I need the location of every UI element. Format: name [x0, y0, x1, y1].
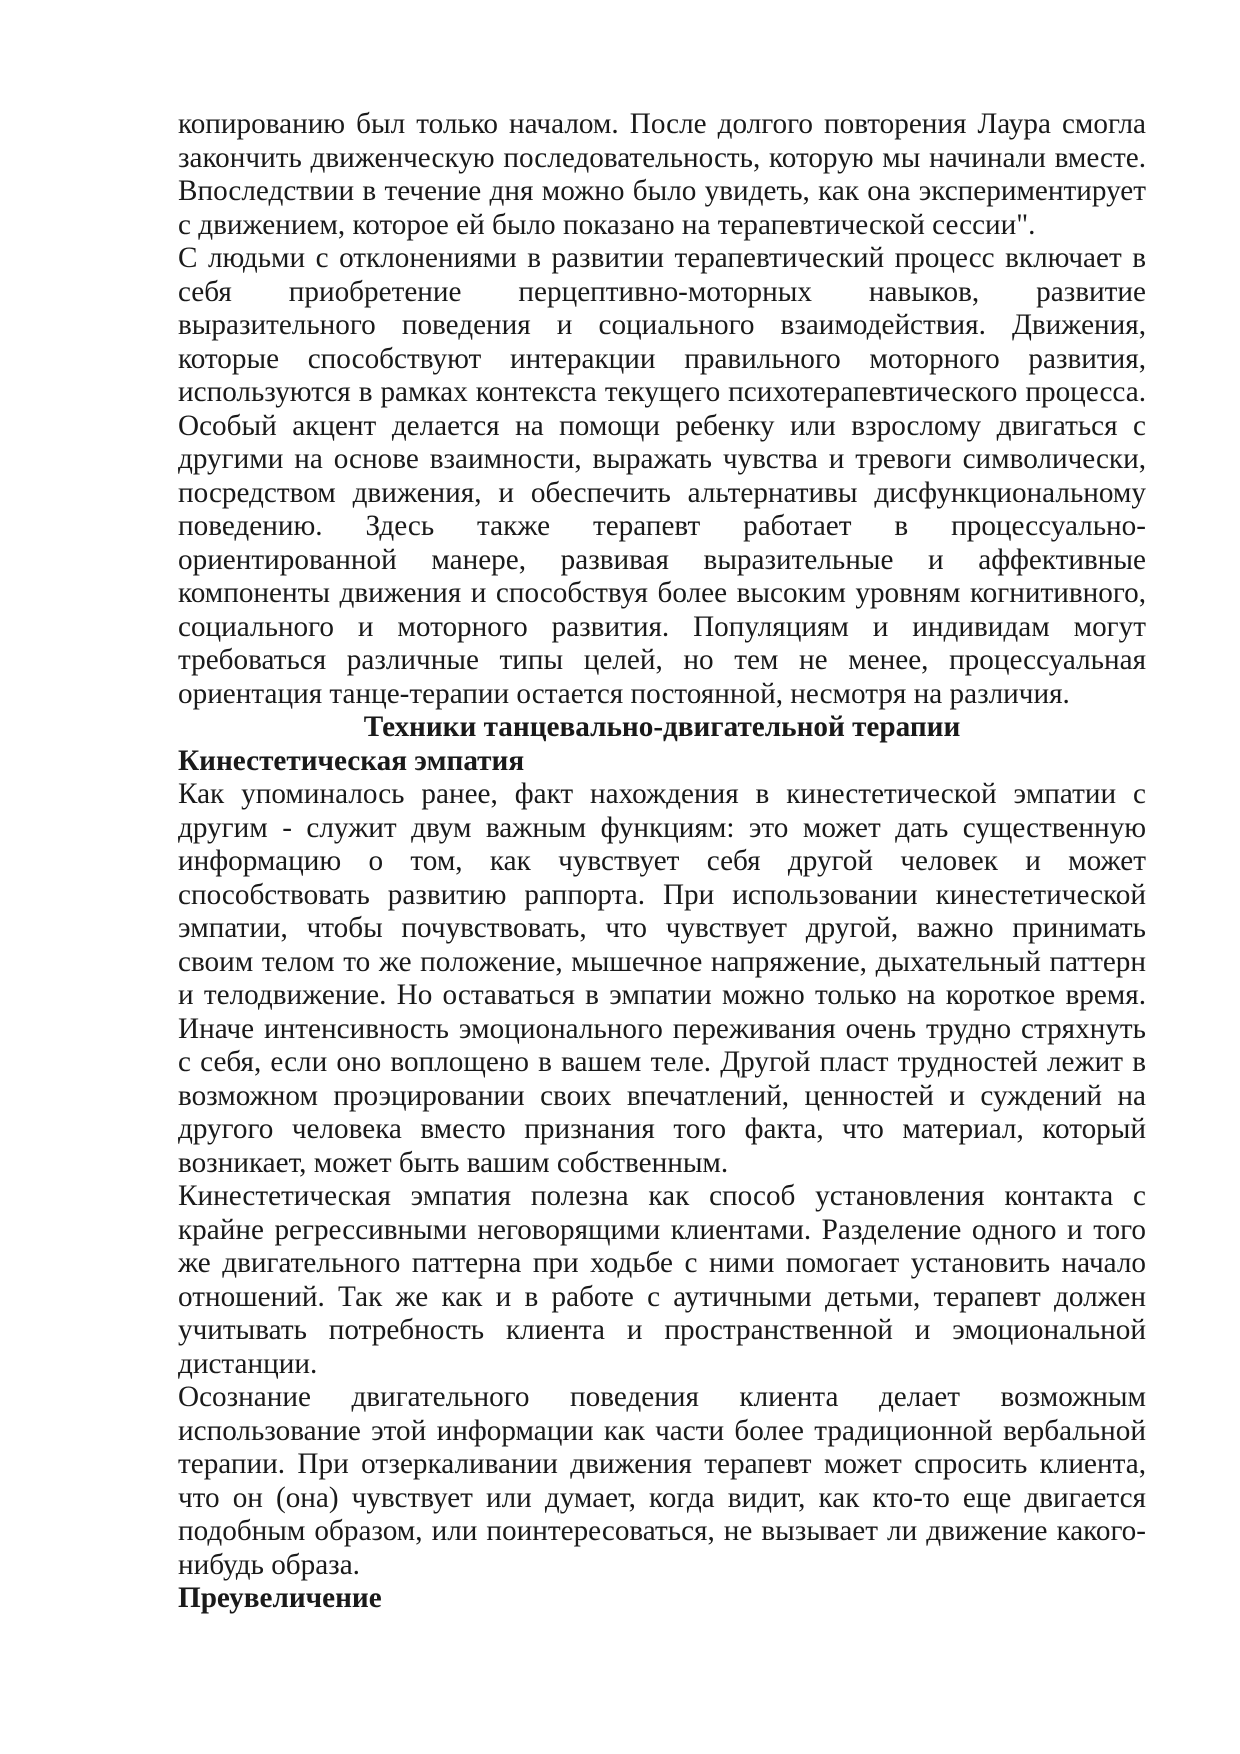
- paragraph-empathy-2: Кинестетическая эмпатия полезна как способ установления контакта с крайне регрессивными неговорящими клиентами. Разделение одного и того же двигательного паттерна при ходьбе с ними помогает установить начало отношений. Так же как и в работе с аутичными детьми, терапевт должен учитывать потребность клиента и пространственной и эмоциональной дистанции.: [178, 1180, 1146, 1380]
- paragraph-empathy-1: Как упоминалось ранее, факт нахождения в кинестетической эмпатии с другим - служит двум важным функциям: это может дать существенную информацию о том, как чувствует себя другой человек и может способствовать развитию раппорта. При использовании кинестетической эмпатии, чтобы почувствовать, что чувствует другой, важно принимать своим телом то же положение, мышечное напряжение, дыхательный паттерн и телодвижение. Но оставаться в эмпатии можно только на короткое время. Иначе интенсивность эмоционального переживания очень трудно стряхнуть с себя, если оно воплощено в вашем теле. Другой пласт трудностей лежит в возможном проэцировании своих впечатлений, ценностей и суждений на другого человека вместо признания того факта, что материал, который возникает, может быть вашим собственным.: [178, 778, 1146, 1179]
- paragraph-developmental: С людьми с отклонениями в развитии терапевтический процесс включает в себя приобретение перцептивно-моторных навыков, развитие выразительного поведения и социального взаимодействия. Движения, которые способствуют интеракции правильного моторного развития, используются в рамках контекста текущего психотерапевтического процесса. Особый акцент делается на помощи ребенку или взрослому двигаться с другими на основе взаимности, выражать чувства и тревоги символически, посредством движения, и обеспечить альтернативы дисфункциональному поведению. Здесь также терапевт работает в процессуально-ориентированной манере, развивая выразительные и аффективные компоненты движения и способствуя более высоким уровням когнитивного, социального и моторного развития. Популяциям и индивидам могут требоваться различные типы целей, но тем не менее, процессуальная ориентация танце-терапии остается постоянной, несмотря на различия.: [178, 242, 1146, 710]
- document-page: [178, 108, 1146, 1616]
- subsection-title-exaggeration: Преувеличение: [178, 1582, 382, 1614]
- section-title: Техники танцевально-двигательной терапии: [363, 711, 961, 743]
- paragraph-continuation: копированию был только началом. После долгого повторения Лаура смогла закончить движенческую последовательность, которую мы начинали вместе. Впоследствии в течение дня можно было увидеть, как она экспериментирует с движением, которое ей было показано на терапевтической сессии".: [178, 108, 1146, 241]
- paragraph-empathy-3: Осознание двигательного поведения клиента делает возможным использование этой информации как части более традиционной вербальной терапии. При отзеркаливании движения терапевт может спросить клиента, что он (она) чувствует или думает, когда видит, как кто-то еще двигается подобным образом, или поинтересоваться, не вызывает ли движение какого-нибудь образа.: [178, 1381, 1146, 1581]
- subsection-title-kinesthetic-empathy: Кинестетическая эмпатия: [178, 744, 525, 777]
